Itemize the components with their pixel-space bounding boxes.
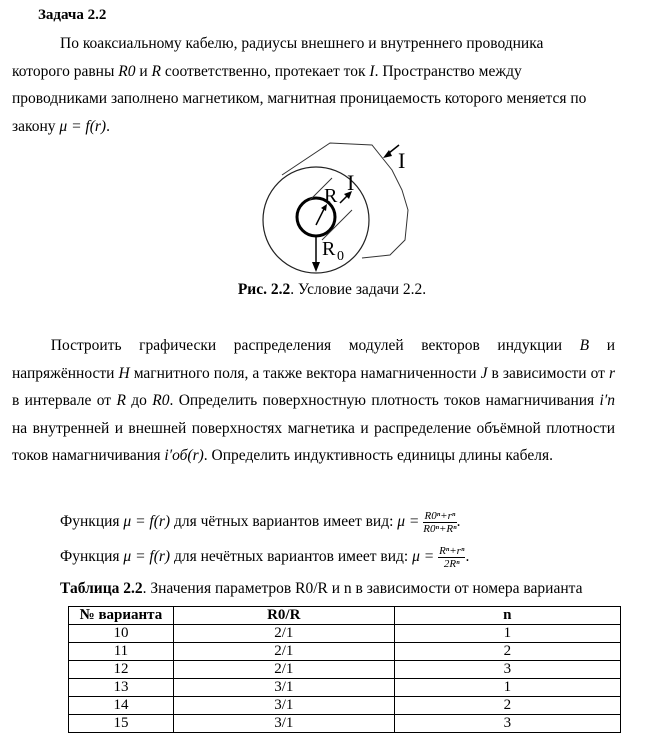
table-cell: 2/1	[173, 661, 394, 679]
table-cell: 12	[69, 661, 174, 679]
table-cell: 3	[394, 715, 620, 733]
table-cell: 3/1	[173, 679, 394, 697]
table-row	[69, 679, 621, 697]
fraction	[438, 545, 465, 570]
formula: μ = f(r)	[123, 513, 171, 531]
table-cell: 2	[394, 697, 620, 715]
var-i: I	[369, 62, 375, 80]
guide-line	[322, 210, 352, 240]
caption-bold: Рис. 2.2	[237, 281, 291, 298]
header-variant: № варианта	[69, 607, 174, 625]
text: . Определить индуктивность единицы длины кабеля.	[203, 447, 553, 465]
formula: μ = f(r)	[59, 117, 107, 135]
line: По коаксиальному кабелю, радиусы внешнего и внутреннего проводника	[60, 35, 544, 52]
table-cell: 2/1	[173, 625, 394, 643]
denominator: R0ⁿ+Rⁿ	[423, 523, 457, 535]
fraction	[423, 510, 456, 535]
table-cell: 2	[394, 643, 620, 661]
line	[12, 113, 612, 141]
var: H	[118, 364, 130, 382]
numerator: R0ⁿ+rⁿ	[424, 510, 456, 522]
table-cell: 2/1	[173, 643, 394, 661]
table-cell: 3	[394, 661, 620, 679]
line: проводниками заполнено магнетиком, магнитная проницаемость которого меняется по	[12, 90, 587, 107]
text: которого равны	[12, 62, 119, 80]
text: . Определить поверхностную плотность токов намагничивания	[169, 392, 600, 410]
text: и напряжённости	[12, 337, 616, 382]
task-description	[12, 332, 615, 470]
text: Функция	[60, 513, 124, 531]
var: i′п	[599, 392, 615, 410]
formula-even: Функция μ = f(r) для чётных вариантов имеет вид: μ = $\frac{\text{R0ⁿ+rⁿ}}{\text{R0ⁿ+Rⁿ}}$ .	[60, 510, 461, 535]
formula: μ =	[397, 513, 420, 531]
table-caption	[60, 580, 582, 598]
var: J	[480, 364, 488, 382]
table-cell: 14	[69, 697, 174, 715]
var: B	[579, 337, 590, 354]
table-header	[69, 607, 621, 625]
label-r0: R	[322, 238, 336, 260]
var: R0	[152, 392, 170, 410]
text: соответственно, протекает ток	[160, 62, 370, 80]
table-cell: 3/1	[173, 715, 394, 733]
text: магнитного поля, а также вектора намагниченности	[129, 364, 481, 382]
var-r: R	[151, 62, 161, 80]
text: и	[135, 62, 152, 80]
var-r0: R0	[118, 62, 136, 80]
header-ratio: R0/R	[173, 607, 394, 625]
table-row	[69, 625, 621, 643]
table-cell: 1	[394, 625, 620, 643]
denominator: 2Rⁿ	[443, 558, 460, 570]
problem-statement	[12, 30, 612, 140]
table-row	[69, 661, 621, 679]
var: r	[608, 364, 615, 382]
table-cell: 13	[69, 679, 174, 697]
caption-text: . Значения параметров R0/R и n в зависимости от номера варианта	[142, 580, 583, 597]
label-i-outer: I	[398, 148, 406, 173]
caption-bold: Таблица 2.2	[60, 580, 143, 597]
caption-text: . Условие задачи 2.2.	[290, 281, 427, 298]
table-row	[69, 715, 621, 733]
var: i′об(r)	[164, 447, 204, 465]
text: закону	[12, 117, 60, 135]
text: в интервале от	[12, 392, 117, 410]
formula: μ =	[412, 548, 435, 566]
radius-r-arrow	[316, 207, 325, 225]
text: на внутренней и внешней поверхностях магнетика и распределение объёмной плотности токов намагничивания	[12, 419, 615, 465]
text: в зависимости от	[487, 364, 609, 382]
formula-odd: Функция μ = f(r) для нечётных вариантов имеет вид: μ = $\frac{\text{Rⁿ+rⁿ}}{\text{2Rⁿ}}$ .	[60, 545, 470, 570]
text: для нечётных вариантов имеет вид:	[170, 548, 413, 566]
variants-table	[68, 606, 621, 733]
var: R	[116, 392, 126, 410]
text: до	[125, 392, 153, 410]
table-cell: 3/1	[173, 697, 394, 715]
table-row	[69, 643, 621, 661]
coaxial-cable-figure	[252, 140, 442, 275]
text: . Пространство между	[374, 62, 522, 80]
text: для чётных вариантов имеет вид:	[170, 513, 398, 531]
cable-outline	[282, 143, 408, 258]
text: Построить графически распределения модулей векторов индукции	[50, 337, 580, 354]
numerator: Rⁿ+rⁿ	[439, 545, 465, 557]
task-title: Задача 2.2	[38, 7, 107, 23]
line	[12, 58, 612, 86]
table-cell: 1	[394, 679, 620, 697]
label-r: R	[324, 185, 338, 207]
figure-caption	[12, 281, 652, 299]
label-r0-sub: 0	[337, 249, 344, 264]
text: .	[106, 117, 110, 135]
table-cell: 15	[69, 715, 174, 733]
label-i-inner: I	[347, 170, 355, 195]
header-n: n	[394, 607, 620, 625]
table-cell: 10	[69, 625, 174, 643]
table-cell: 11	[69, 643, 174, 661]
table-row	[69, 697, 621, 715]
formula: μ = f(r)	[123, 548, 171, 566]
text: Функция	[60, 548, 124, 566]
